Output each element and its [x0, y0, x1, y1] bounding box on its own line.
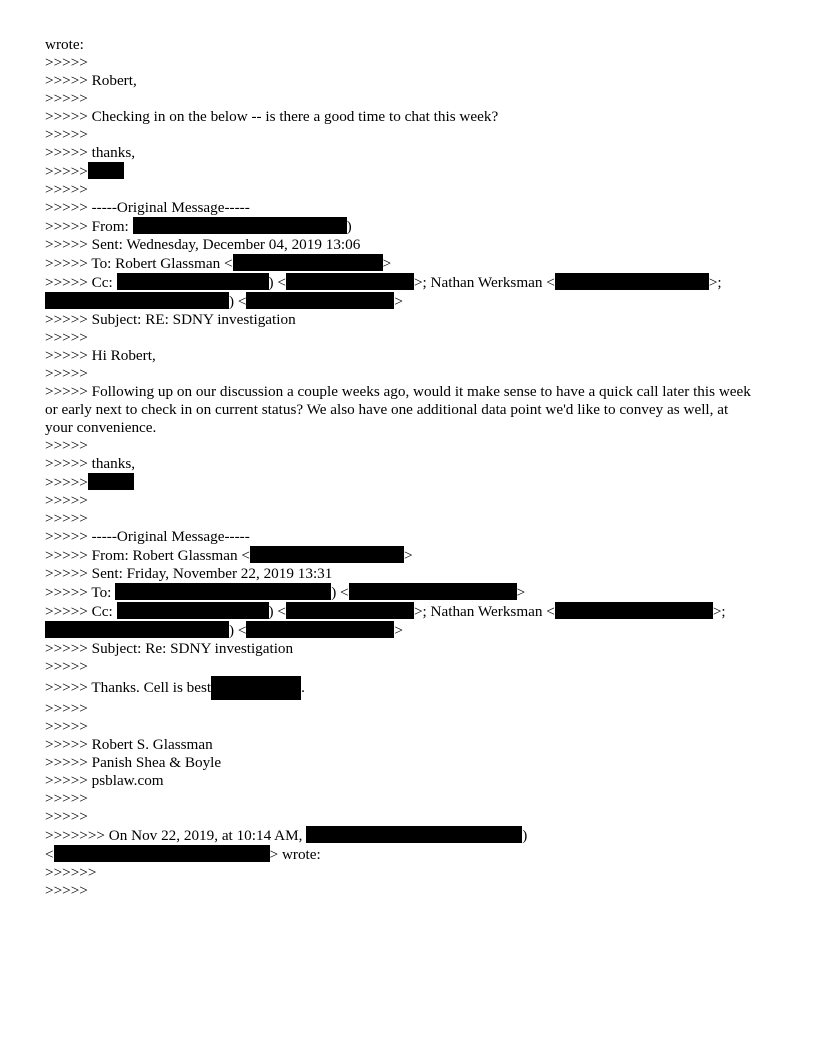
punctuation: > — [394, 622, 403, 639]
redaction-block — [250, 546, 404, 563]
redaction-block — [306, 826, 522, 843]
quote-marker-line: >>>>> — [45, 510, 88, 527]
sent-line: >>>>> Sent: Wednesday, December 04, 2019 13:06 — [45, 236, 361, 253]
from-label: >>>>> From: Robert Glassman < — [45, 547, 250, 564]
punctuation: ) — [346, 218, 352, 235]
redaction-block — [555, 602, 713, 619]
to-label: >>>>> To: Robert Glassman < — [45, 255, 233, 272]
greeting-line: >>>>> Hi Robert, — [45, 347, 156, 364]
quote-marker-line: >>>>> — [45, 808, 88, 825]
redaction-block — [246, 292, 394, 309]
to-label: >>>>> To: — [45, 584, 112, 601]
quote-marker-line: >>>>> — [45, 790, 88, 807]
original-message-header: >>>>> -----Original Message----- — [45, 528, 250, 545]
from-line — [45, 546, 757, 565]
punctuation: >; — [712, 603, 726, 620]
cc-label: >>>>> Cc: — [45, 603, 113, 620]
redaction-block — [286, 602, 414, 619]
redaction-block — [117, 602, 269, 619]
attribution-text: > wrote: — [269, 846, 321, 863]
subject-line: >>>>> Subject: Re: SDNY investigation — [45, 640, 294, 657]
punctuation: > — [382, 255, 392, 272]
quote-marker-line: >>>>>> — [45, 864, 97, 881]
original-message-header: >>>>> -----Original Message----- — [45, 199, 250, 216]
punctuation: ) < — [268, 274, 286, 291]
signature-name-line: >>>>> Robert S. Glassman — [45, 736, 213, 753]
redaction-block — [88, 162, 124, 179]
cc-recipient-text: >; Nathan Werksman < — [413, 274, 555, 291]
greeting-line: >>>>> Robert, — [45, 72, 137, 89]
signature-line — [45, 162, 757, 181]
subject-line: >>>>> Subject: RE: SDNY investigation — [45, 311, 296, 328]
signature-firm-line: >>>>> Panish Shea & Boyle — [45, 754, 222, 771]
text-line: wrote: — [45, 36, 84, 53]
quote-marker-line: >>>>> — [45, 126, 88, 143]
redaction-block — [211, 676, 301, 700]
to-line — [45, 254, 757, 273]
attribution-continuation-line — [45, 845, 757, 864]
quote-marker-line: >>>>> — [45, 700, 88, 717]
punctuation: >; — [708, 274, 722, 291]
body-line — [45, 676, 757, 700]
punctuation: . — [301, 679, 305, 696]
attribution-text: >>>>>>> On Nov 22, 2019, at 10:14 AM, — [45, 827, 303, 844]
to-line — [45, 583, 757, 602]
quote-marker-line: >>>>> — [45, 329, 88, 346]
signature-line — [45, 473, 757, 492]
redaction-block — [555, 273, 709, 290]
quote-marker-line: >>>>> — [45, 658, 88, 675]
punctuation: < — [45, 846, 54, 863]
quote-marker-line: >>>>> — [45, 54, 88, 71]
quote-marker-line: >>>>> — [45, 181, 88, 198]
cc-line — [45, 602, 757, 621]
quote-marker-line: >>>>> — [45, 718, 88, 735]
quote-marker-line: >>>>> — [45, 365, 88, 382]
body-line: >>>>> Checking in on the below -- is there a good time to chat this week? — [45, 108, 499, 125]
redaction-block — [45, 621, 229, 638]
redaction-block — [117, 273, 269, 290]
redaction-block — [115, 583, 331, 600]
redaction-block — [233, 254, 383, 271]
cc-continuation-line — [45, 621, 757, 640]
cc-continuation-line — [45, 292, 757, 311]
body-text: >>>>> Thanks. Cell is best — [45, 679, 212, 696]
attribution-line — [45, 826, 757, 845]
punctuation: ) — [522, 827, 528, 844]
punctuation: > — [403, 547, 413, 564]
signature-website-line: >>>>> psblaw.com — [45, 772, 164, 789]
email-document — [45, 36, 757, 900]
redaction-block — [88, 473, 134, 490]
quote-marker: >>>>> — [45, 163, 88, 180]
cc-line — [45, 273, 757, 292]
quote-marker-line: >>>>> — [45, 492, 88, 509]
redaction-block — [349, 583, 517, 600]
from-label: >>>>> From: — [45, 218, 129, 235]
redaction-block — [45, 292, 229, 309]
punctuation: ) < — [229, 293, 247, 310]
quote-marker-line: >>>>> — [45, 90, 88, 107]
punctuation: > — [516, 584, 526, 601]
from-line — [45, 217, 757, 236]
quote-marker-line: >>>>> — [45, 437, 88, 454]
punctuation: ) < — [331, 584, 349, 601]
signoff-line: >>>>> thanks, — [45, 144, 136, 161]
sent-line: >>>>> Sent: Friday, November 22, 2019 13:31 — [45, 565, 333, 582]
cc-label: >>>>> Cc: — [45, 274, 113, 291]
quote-marker-line: >>>>> — [45, 882, 88, 899]
redaction-block — [133, 217, 347, 234]
punctuation: > — [394, 293, 403, 310]
signoff-line: >>>>> thanks, — [45, 455, 136, 472]
redaction-block — [286, 273, 414, 290]
body-paragraph: >>>>> Following up on our discussion a couple weeks ago, would it make sense to have a quick call later this week or early next to check in on current status? We also have one additional data point we'd like to convey as well, at your convenience. — [45, 383, 751, 436]
punctuation: ) < — [268, 603, 286, 620]
cc-recipient-text: >; Nathan Werksman < — [413, 603, 555, 620]
redaction-block — [54, 845, 270, 862]
punctuation: ) < — [229, 622, 247, 639]
redaction-block — [246, 621, 394, 638]
quote-marker: >>>>> — [45, 474, 88, 491]
